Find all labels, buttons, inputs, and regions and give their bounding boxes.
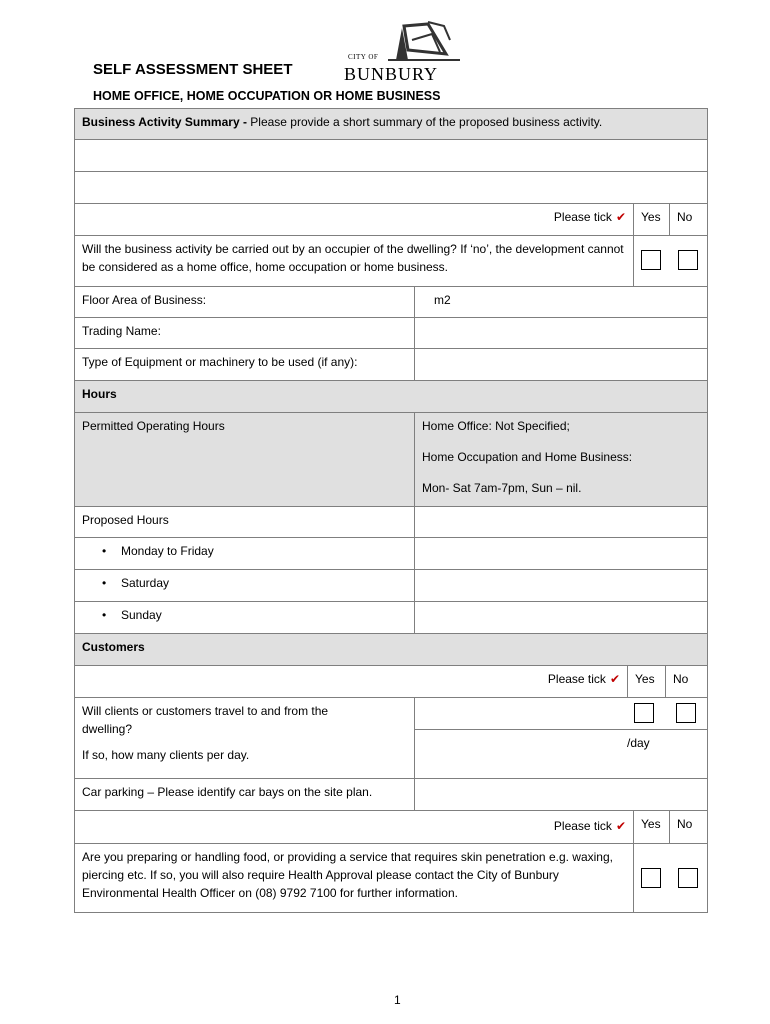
page-title: SELF ASSESSMENT SHEET	[93, 61, 293, 78]
occupier-question: Will the business activity be carried out by an occupier of the dwelling? If ‘no’, the development cannot be considered as a home office, home occupation or home business.	[74, 235, 634, 287]
summary-label-bold: Business Activity Summary -	[82, 115, 251, 129]
day-saturday: • Saturday	[74, 569, 415, 602]
equipment-label: Type of Equipment or machinery to be used (if any):	[74, 348, 415, 381]
please-tick-label-2: Please tick ✔	[74, 665, 628, 698]
please-tick-label-3: Please tick ✔	[74, 810, 634, 844]
no-column-header: No	[669, 203, 708, 236]
sunday-input[interactable]	[414, 601, 708, 634]
summary-header-row	[74, 108, 708, 140]
floor-area-unit: m2	[434, 293, 451, 307]
hours-heading: Hours	[74, 380, 708, 413]
tick-mark-icon: ✔	[609, 672, 620, 686]
equipment-input[interactable]	[414, 348, 708, 381]
permitted-hours-label: Permitted Operating Hours	[74, 412, 415, 507]
logo-name-text: BUNBURY	[344, 64, 439, 84]
permitted-hours-detail	[414, 412, 708, 507]
floor-area-input[interactable]	[414, 286, 708, 318]
food-yes-checkbox[interactable]	[641, 868, 661, 888]
day-monday-friday: • Monday to Friday	[74, 537, 415, 570]
day-sunday: • Sunday	[74, 601, 415, 634]
car-parking-label: Car parking – Please identify car bays on the site plan.	[74, 778, 415, 811]
permitted-home-occupation: Home Occupation and Home Business:	[422, 450, 633, 464]
page-subtitle: HOME OFFICE, HOME OCCUPATION OR HOME BUSINESS	[93, 89, 441, 103]
clients-per-day-input[interactable]	[414, 729, 708, 779]
clients-per-day-text: If so, how many clients per day.	[82, 748, 250, 762]
clients-yes-checkbox[interactable]	[634, 703, 654, 723]
occupier-no-checkbox[interactable]	[678, 250, 698, 270]
trading-name-label: Trading Name:	[74, 317, 415, 349]
summary-input-line-1[interactable]	[74, 139, 708, 172]
summary-label-text: Please provide a short summary of the proposed business activity.	[250, 115, 603, 129]
permitted-times: Mon- Sat 7am-7pm, Sun – nil.	[422, 481, 582, 495]
monday-friday-input[interactable]	[414, 537, 708, 570]
tick-mark-icon: ✔	[615, 819, 626, 833]
occupier-yes-checkbox[interactable]	[641, 250, 661, 270]
yes-column-header-3: Yes	[633, 810, 670, 844]
food-checkbox-cell	[633, 843, 708, 913]
page-number: 1	[394, 993, 401, 1007]
please-tick-label: Please tick ✔	[74, 203, 634, 236]
tick-mark-icon: ✔	[615, 210, 626, 224]
proposed-hours-blank	[414, 506, 708, 538]
floor-area-label: Floor Area of Business:	[74, 286, 415, 318]
per-day-unit: /day	[627, 736, 650, 750]
clients-checkbox-cell	[414, 697, 708, 730]
clients-question	[74, 697, 415, 779]
permitted-home-office: Home Office: Not Specified;	[422, 419, 570, 433]
city-logo	[336, 20, 460, 86]
car-parking-input[interactable]	[414, 778, 708, 811]
occupier-checkbox-cell	[633, 235, 708, 287]
logo-city-text: CITY OF	[348, 53, 379, 61]
city-crest-icon	[388, 20, 460, 62]
food-question: Are you preparing or handling food, or providing a service that requires skin penetration e.g. waxing, piercing etc. If so, you will also require Health Approval please contact the City of Bunbury Environmental Health Officer on (08) 9792 7100 for further information.	[74, 843, 634, 913]
summary-input-line-2[interactable]	[74, 171, 708, 204]
saturday-input[interactable]	[414, 569, 708, 602]
clients-no-checkbox[interactable]	[676, 703, 696, 723]
proposed-hours-label: Proposed Hours	[74, 506, 415, 538]
food-no-checkbox[interactable]	[678, 868, 698, 888]
clients-question-text: Will clients or customers travel to and from the dwelling?	[82, 704, 329, 736]
no-column-header-3: No	[669, 810, 708, 844]
no-column-header-2: No	[665, 665, 708, 698]
yes-column-header-2: Yes	[627, 665, 666, 698]
yes-column-header: Yes	[633, 203, 670, 236]
trading-name-input[interactable]	[414, 317, 708, 349]
customers-heading: Customers	[74, 633, 708, 666]
